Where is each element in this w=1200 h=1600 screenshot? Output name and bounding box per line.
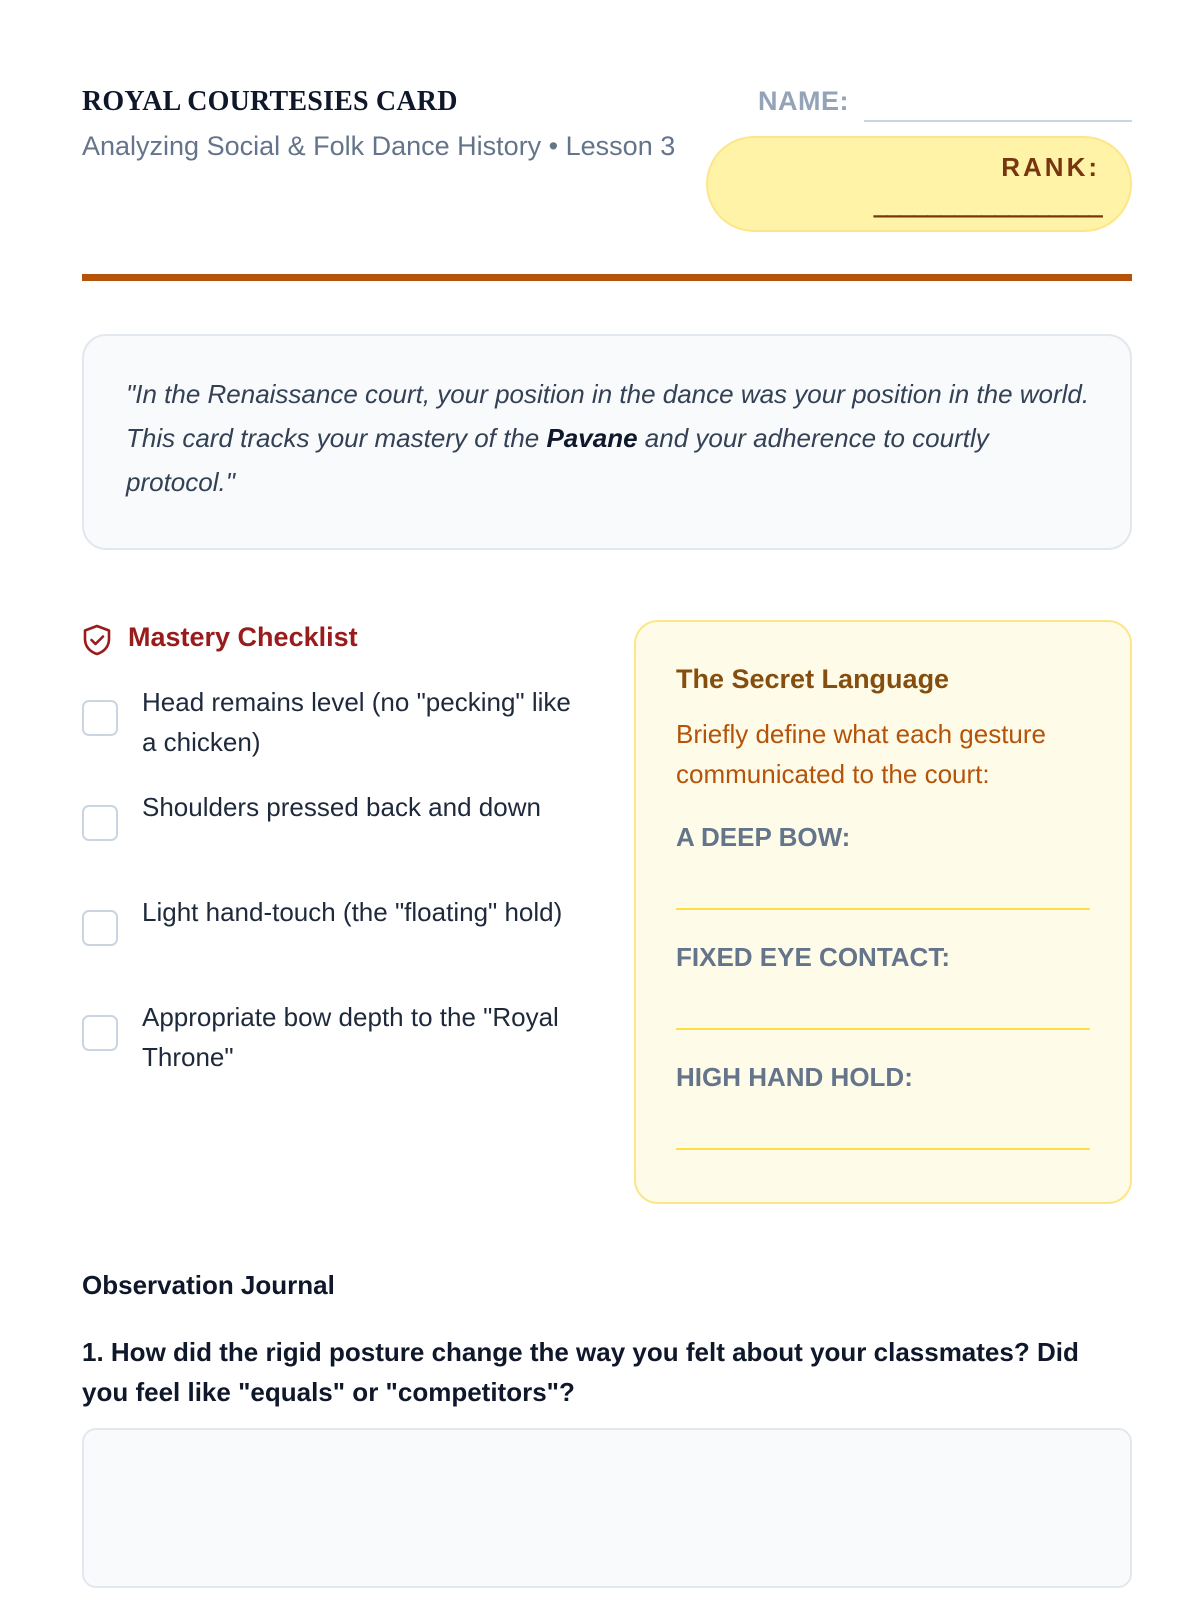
checklist-header [82, 620, 582, 660]
checklist-item-label: Appropriate bow depth to the "Royal Throne" [142, 1002, 559, 1072]
checklist-item-label: Light hand-touch (the "floating" hold) [142, 897, 563, 927]
journal-answer-box[interactable] [82, 1428, 1132, 1588]
checkbox[interactable] [82, 910, 118, 946]
rank-label: RANK: [1001, 152, 1100, 182]
checkbox[interactable] [82, 805, 118, 841]
checklist-item-label: Shoulders pressed back and down [142, 792, 541, 822]
rank-blank: _________________ [873, 190, 1102, 218]
secret-language-instructions: Briefly define what each gesture communicated to the court: [676, 719, 1046, 789]
checklist-title: Mastery Checklist [128, 622, 358, 652]
shield-check-icon [82, 624, 112, 656]
secret-language-title: The Secret Language [676, 664, 950, 694]
card-title: ROYAL COURTESIES CARD [82, 86, 458, 117]
hand-hold-answer-line[interactable] [676, 1148, 1090, 1150]
eye-contact-label: FIXED EYE CONTACT: [676, 942, 950, 972]
checklist-item-label: Head remains level (no "pecking" like a chicken) [142, 687, 571, 757]
deep-bow-label: A DEEP BOW: [676, 822, 851, 852]
name-label: NAME: [758, 86, 849, 116]
quote-emphasis: Pavane [546, 423, 638, 453]
name-field[interactable] [864, 120, 1132, 122]
courtesies-card [82, 80, 1132, 1407]
mastery-checklist [82, 620, 582, 1072]
header-divider [82, 274, 1132, 281]
journal-question-1: 1. How did the rigid posture change the way you felt about your classmates? Did you feel like "equals" or "competitors"? [82, 1337, 1079, 1407]
card-header [82, 80, 1132, 282]
secret-language-panel [634, 620, 1132, 1204]
checkbox[interactable] [82, 1015, 118, 1051]
hand-hold-label: HIGH HAND HOLD: [676, 1062, 913, 1092]
deep-bow-answer-line[interactable] [676, 908, 1090, 910]
checkbox[interactable] [82, 700, 118, 736]
rank-badge[interactable] [706, 136, 1132, 232]
journal-title: Observation Journal [82, 1270, 335, 1300]
quote-text: "In the Renaissance court, your position in the dance was your position in the world. This card tracks your mastery of the Pavane and your adherence to courtly protocol." [126, 379, 1090, 497]
card-subtitle: Analyzing Social & Folk Dance History • Lesson 3 [82, 131, 676, 161]
eye-contact-answer-line[interactable] [676, 1028, 1090, 1030]
intro-quote [82, 334, 1132, 550]
